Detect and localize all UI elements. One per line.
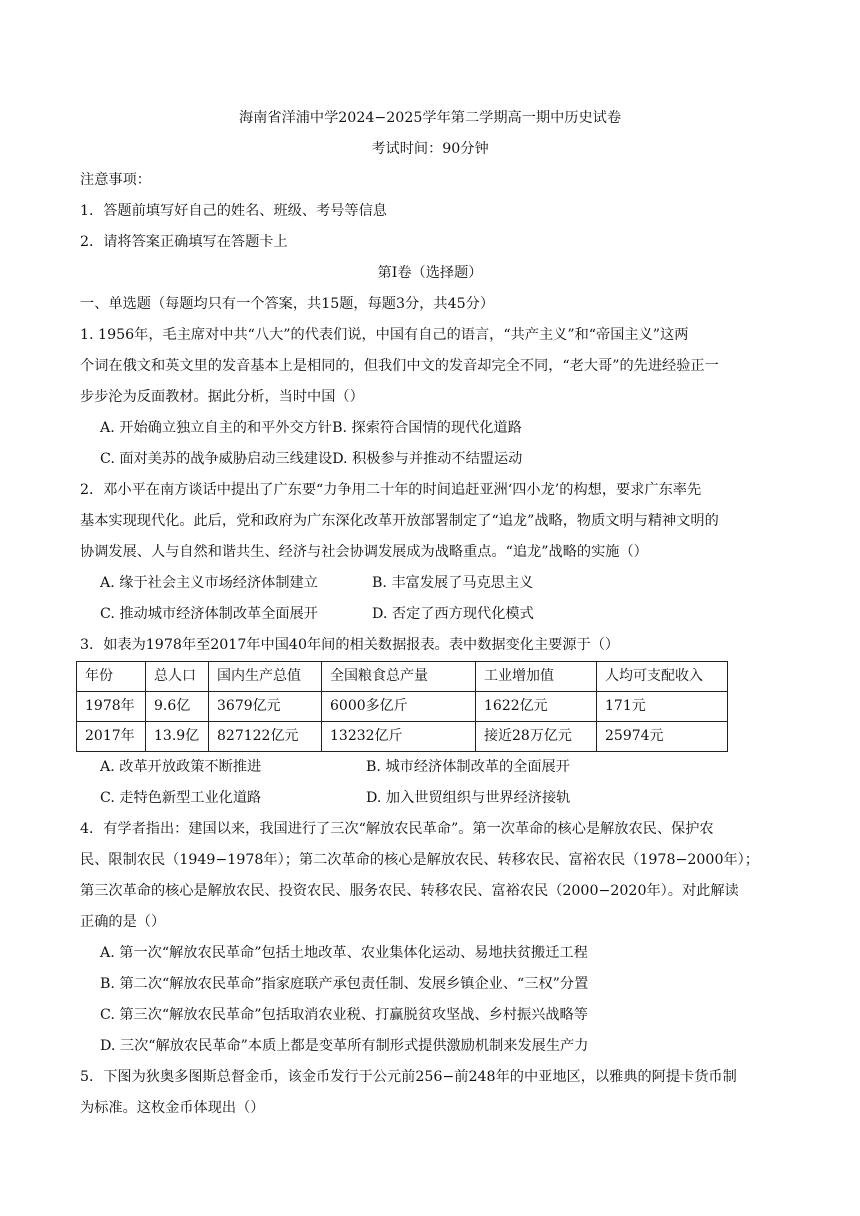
option-c[interactable]: C. 走特色新型工业化道路	[100, 790, 262, 806]
question-text-line: 基本实现现代化。此后，党和政府为广东深化改革开放部署制定了“追龙”战略，物质文明与精神文明的	[80, 513, 719, 529]
table-cell: 6000多亿斤	[322, 692, 476, 722]
option-row	[80, 752, 780, 783]
question-text-line: 民、限制农民（1949−1978年）；第二次革命的核心是解放农民、转移农民、富裕农民（1978−2000年）；	[80, 852, 759, 868]
table-header-row	[77, 662, 728, 692]
table-cell: 13.9亿	[146, 722, 209, 752]
table-header-cell: 工业增加值	[476, 662, 597, 692]
option-d[interactable]: D. 加入世贸组织与世界经济接轨	[366, 790, 571, 806]
option-a[interactable]: A. 第一次“解放农民革命”包括土地改革、农业集体化运动、易地扶贫搬迁工程	[100, 945, 588, 961]
table-cell: 接近28万亿元	[476, 722, 597, 752]
question-text-line: 协调发展、人与自然和谐共生、经济与社会协调发展成为战略重点。“追龙”战略的实施（）	[80, 544, 648, 560]
question-text-line: 5．下图为狄奥多图斯总督金币，该金币发行于公元前256−前248年的中亚地区，以雅典的阿提卡货币制	[80, 1069, 737, 1085]
question-text-line: 个词在俄文和英文里的发音基本上是相同的，但我们中文的发音却完全不同，“老大哥”的先进经验正一	[80, 358, 719, 374]
option-c[interactable]: C. 推动城市经济体制改革全面展开	[100, 606, 318, 622]
question-1	[80, 320, 780, 475]
question-4	[80, 814, 780, 1062]
exam-title: 海南省洋浦中学2024−2025学年第二学期高一期中历史试卷	[238, 110, 622, 126]
option-d[interactable]: D. 三次“解放农民革命”本质上都是变革所有制形式提供激励机制来发展生产力	[100, 1038, 589, 1054]
option-row	[80, 568, 780, 599]
table-header-cell: 全国粮食总产量	[322, 662, 476, 692]
volume-heading: 第I卷（选择题）	[377, 265, 483, 281]
table-header-cell: 人均可支配收入	[597, 662, 728, 692]
question-text-line: 4．有学者指出：建国以来，我国进行了三次“解放农民革命”。第一次革命的核心是解放农民、保护农	[80, 821, 714, 837]
option-b[interactable]: B. 城市经济体制改革的全面展开	[366, 759, 570, 775]
option-c[interactable]: C. 面对美苏的战争威胁启动三线建设	[100, 451, 333, 467]
table-row	[77, 692, 728, 722]
table-cell: 9.6亿	[146, 692, 209, 722]
option-a[interactable]: A. 缘于社会主义市场经济体制建立	[100, 575, 318, 591]
option-d[interactable]: D. 积极参与并推动不结盟运动	[332, 451, 523, 467]
question-text-line: 1. 1956年，毛主席对中共“八大”的代表们说，中国有自己的语言，“共产主义”和“帝国主义”这两	[80, 327, 689, 343]
table-cell: 2017年	[77, 722, 146, 752]
question-text-line: 第三次革命的核心是解放农民、投资农民、服务农民、转移农民、富裕农民（2000−2020年）。对此解读	[80, 883, 739, 899]
question-2	[80, 475, 780, 630]
notice-item: 2．请将答案正确填写在答题卡上	[80, 234, 288, 250]
question-text-line: 2．邓小平在南方谈话中提出了广东要“力争用二十年的时间追赶亚洲‘四小龙’的构想，要求广东率先	[80, 482, 702, 498]
table-cell: 827122亿元	[209, 722, 322, 752]
option-row	[80, 413, 780, 444]
table-cell: 1978年	[77, 692, 146, 722]
notice-heading: 注意事项：	[80, 172, 151, 188]
notice-item: 1．答题前填写好自己的姓名、班级、考号等信息	[80, 203, 387, 219]
option-d[interactable]: D. 否定了西方现代化模式	[372, 606, 534, 622]
table-row	[77, 722, 728, 752]
question-text-line: 为标准。这枚金币体现出（）	[80, 1100, 265, 1116]
option-b[interactable]: B. 丰富发展了马克思主义	[372, 575, 534, 591]
data-table	[76, 661, 728, 752]
question-text-line: 步步沦为反面教材。据此分析，当时中国（）	[80, 389, 364, 405]
option-row	[80, 783, 780, 814]
exam-page	[80, 98, 780, 1124]
option-b[interactable]: B. 探索符合国情的现代化道路	[332, 420, 522, 436]
option-a[interactable]: A. 改革开放政策不断推进	[100, 759, 262, 775]
table-cell: 13232亿斤	[322, 722, 476, 752]
option-b[interactable]: B. 第二次“解放农民革命”指家庭联产承包责任制、发展乡镇企业、“三权”分置	[100, 976, 589, 992]
table-cell: 171元	[597, 692, 728, 722]
question-text-line: 正确的是（）	[80, 914, 166, 930]
table-header-cell: 年份	[77, 662, 146, 692]
question-3	[80, 630, 780, 814]
table-cell: 1622亿元	[476, 692, 597, 722]
table-header-cell: 总人口	[146, 662, 209, 692]
table-cell: 25974元	[597, 722, 728, 752]
question-5	[80, 1062, 780, 1124]
option-a[interactable]: A. 开始确立独立自主的和平外交方针	[100, 420, 333, 436]
table-cell: 3679亿元	[209, 692, 322, 722]
option-c[interactable]: C. 第三次“解放农民革命”包括取消农业税、打赢脱贫攻坚战、乡村振兴战略等	[100, 1007, 588, 1023]
section-heading: 一、单选题（每题均只有一个答案，共15题，每题3分，共45分）	[80, 296, 495, 312]
option-row	[80, 599, 780, 630]
exam-time: 考试时间：90分钟	[371, 141, 489, 157]
option-row	[80, 444, 780, 475]
table-header-cell: 国内生产总值	[209, 662, 322, 692]
question-text-line: 3．如表为1978年至2017年中国40年间的相关数据报表。表中数据变化主要源于（）	[80, 637, 620, 653]
